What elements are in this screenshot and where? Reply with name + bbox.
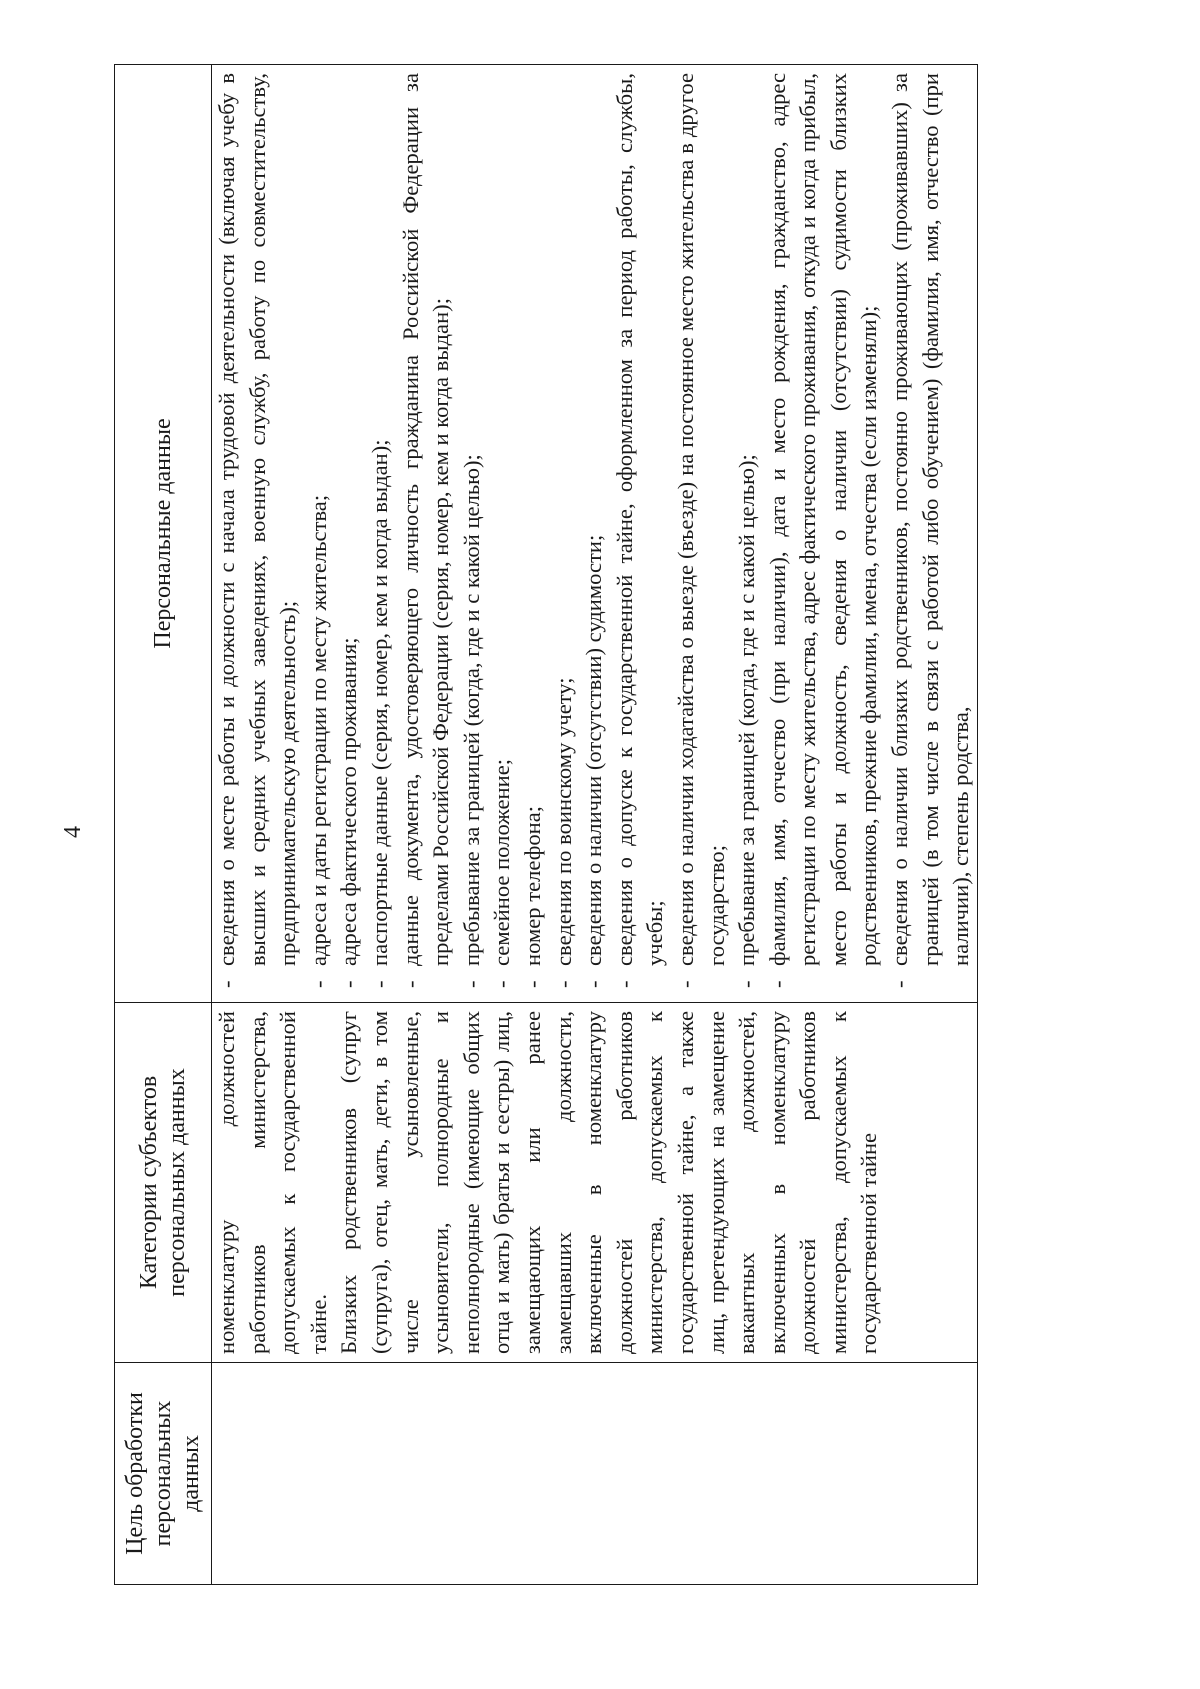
header-personal-data: Персональные данные [115,65,212,1003]
table-row [212,65,978,1585]
category-paragraph: номенклатуру должностей работников министерства, допускаемых к государственной тайне. [214,1011,331,1354]
header-categories: Категории субъектов персональных данных [115,1003,212,1363]
list-item: - фамилия, имя, отчество (при наличии), дата и место рождения, гражданство, адрес регистрации по месту жительства, адрес фактического проживания, откуда и когда прибыл, место работы и должность, сведения о наличии (отсутствии) судимости близких родственников, прежние фамилии, имена, отчества (если изменяли); [763,73,885,994]
list-item: - пребывание за границей (когда, где и с какой целью); [732,73,763,994]
list-item: - сведения о наличии близких родственников, постоянно проживающих (проживавших) за границей (в том числе в связи с работой либо обучением) (фамилия, имя, отчество (при наличии), степень родства, [885,73,977,994]
personal-data-list [212,73,977,994]
list-item: - адреса фактического проживания; [334,73,365,994]
list-item: - номер телефона; [518,73,549,994]
list-item: - сведения о месте работы и должности с начала трудовой деятельности (включая учебу в высших и средних учебных заведениях, военную службу, работу по совместительству, предпринимательскую деятельность); [212,73,304,994]
page-number: 4 [60,826,86,838]
personal-data-table [114,64,978,1585]
list-item: - пребывание за границей (когда, где и с какой целью); [457,73,488,994]
list-item: - адреса и даты регистрации по месту жительства; [304,73,335,994]
list-item: - сведения о наличии ходатайства о выезде (въезде) на постоянное место жительства в другое государство; [671,73,732,994]
list-item: - сведения о наличии (отсутствии) судимости; [579,73,610,994]
list-item: - данные документа, удостоверяющего личность гражданина Российской Федерации за пределами Российской Федерации (серия, номер, кем и когда выдан); [396,73,457,994]
category-paragraph: Близких родственников (супруг (супруга), отец, мать, дети, в том числе усыновленные, усыновители, полнородные и неполнородные (имеющие общих отца и мать) братья и сестры) лиц, замещающих или ранее замещавших должности, включенные в номенклатуру должностей работников министерства, допускаемых к государственной тайне, а также лиц, претендующих на замещение вакантных должностей, включенных в номенклатуру должностей работников министерства, допускаемых к государственной тайне [336,1011,882,1354]
list-item: - сведения о допуске к государственной тайне, оформленном за период работы, службы, учебы; [610,73,671,994]
list-item: - семейное положение; [487,73,518,994]
personal-data-cell [212,65,978,1003]
rotated-page-content [114,65,1114,1585]
list-item: - паспортные данные (серия, номер, кем и когда выдан); [365,73,396,994]
table-header-row [115,65,212,1585]
categories-cell [212,1003,978,1363]
header-purpose: Цель обработки персональных данных [115,1363,212,1585]
purpose-cell [212,1363,978,1585]
list-item: - сведения по воинскому учету; [549,73,580,994]
